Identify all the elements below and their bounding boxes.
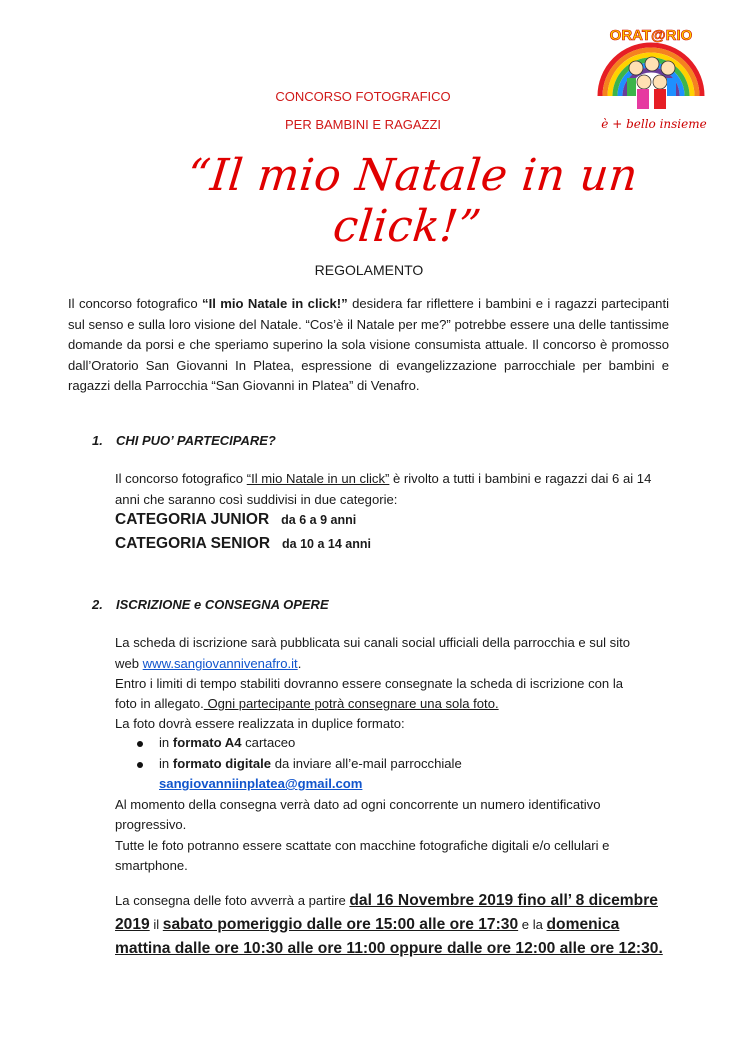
email-link[interactable]: sangiovanniinplatea@gmail.com: [159, 776, 363, 791]
section2-p2: Entro i limiti di tempo stabiliti dovranno essere consegnate la scheda di iscrizione con la: [115, 676, 624, 691]
delivery-year: 2019: [115, 916, 150, 933]
bullet-text: in formato digitale da inviare all’e-mail parrocchiale: [159, 756, 462, 771]
section2-p3-text: foto in allegato.: [115, 696, 204, 711]
section1-title: CHI PUO’ PARTECIPARE?: [116, 433, 276, 448]
category-age: da 6 a 9 anni: [281, 513, 357, 527]
delivery-line-1: [115, 890, 675, 912]
section2-p5b: progressivo.: [115, 817, 187, 832]
svg-text:è + bello insieme: è + bello insieme: [601, 117, 707, 131]
sunday-label: domenica: [546, 916, 620, 933]
section1-text-post: è rivolto a tutti i bambini e ragazzi dai 6 ai 14 anni che saranno così suddivisi in due categorie:: [115, 471, 652, 507]
section2-p3: [115, 694, 675, 715]
target-audience: PER BAMBINI E RAGAZZI: [284, 117, 442, 132]
section1-contest-name: “Il mio Natale in un click”: [246, 471, 390, 486]
section2-p5: Al momento della consegna verrà dato ad ogni concorrente un numero identificativo: [115, 797, 601, 812]
section2-website-line: [115, 654, 675, 675]
bullet-icon: [137, 741, 143, 747]
website-prefix: web: [115, 656, 143, 671]
category-junior: [115, 511, 356, 529]
section2-title: ISCRIZIONE e CONSEGNA OPERE: [116, 597, 329, 612]
contest-type: CONCORSO FOTOGRAFICO: [275, 89, 451, 104]
regolamento-heading: REGOLAMENTO: [314, 262, 424, 278]
delivery-line-3: [115, 938, 675, 960]
intro-paragraph: [68, 294, 669, 397]
website-link[interactable]: www.sangiovannivenafro.it: [142, 656, 298, 671]
delivery-text: La consegna delle foto avverrà a partire: [115, 893, 350, 908]
category-senior: [115, 535, 371, 553]
svg-text:ORAT@RIO: ORAT@RIO: [609, 27, 693, 44]
bullet-text: in formato A4 cartaceo: [159, 735, 296, 750]
category-name: CATEGORIA JUNIOR: [115, 511, 270, 528]
email-line: [159, 774, 559, 795]
bullet-icon: [137, 762, 143, 768]
delivery-dates: dal 16 Novembre 2019 fino all’ 8 dicembre: [349, 892, 658, 909]
saturday-hours: sabato pomeriggio dalle ore 15:00 alle ore 17:30: [162, 916, 519, 933]
section1-text: [115, 469, 675, 510]
website-suffix: .: [297, 656, 302, 671]
section2-p1: La scheda di iscrizione sarà pubblicata sui canali social ufficiali della parrocchia e sul sito: [115, 635, 631, 650]
delivery-line-2: 2019 il sabato pomeriggio dalle ore 15:00 alle ore 17:30 e la domenica: [115, 916, 620, 933]
section1-text-pre: Il concorso fotografico: [115, 471, 247, 486]
intro-text-rest: desidera far riflettere i bambini e i ragazzi partecipanti sul senso e sulla loro visione del Natale. “Cos’è il Natale per me?” potrebbe essere una delle tantissime domande da porsi e che speriamo superino la sola visione consumista attuale. Il concorso è promosso dall’Oratorio San Giovanni In Platea, espressione di evangelizzazione parrocchiale per bambini e ragazzi della Parrocchia “San Giovanni in Platea” di Venafro.: [68, 296, 670, 394]
section2-p6b: smartphone.: [115, 858, 188, 873]
category-name: CATEGORIA SENIOR: [115, 535, 271, 552]
intro-contest-name: “Il mio Natale in click!”: [202, 296, 348, 311]
contest-title: “Il mio Natale in un click!”: [184, 150, 641, 252]
section2-p4: La foto dovrà essere realizzata in duplice formato:: [115, 716, 405, 731]
section2-p3-underlined: Ogni partecipante potrà consegnare una sola foto.: [203, 696, 499, 711]
intro-text: Il concorso fotografico: [68, 296, 203, 311]
section2-number: 2.: [92, 597, 103, 612]
sunday-hours: mattina dalle ore 10:30 alle ore 11:00 oppure dalle ore 12:00 alle ore 12:30.: [115, 940, 663, 957]
section1-number: 1.: [92, 433, 103, 448]
category-age: da 10 a 14 anni: [282, 537, 371, 551]
section2-p6: Tutte le foto potranno essere scattate con macchine fotografiche digitali e/o cellulari e: [115, 838, 610, 853]
